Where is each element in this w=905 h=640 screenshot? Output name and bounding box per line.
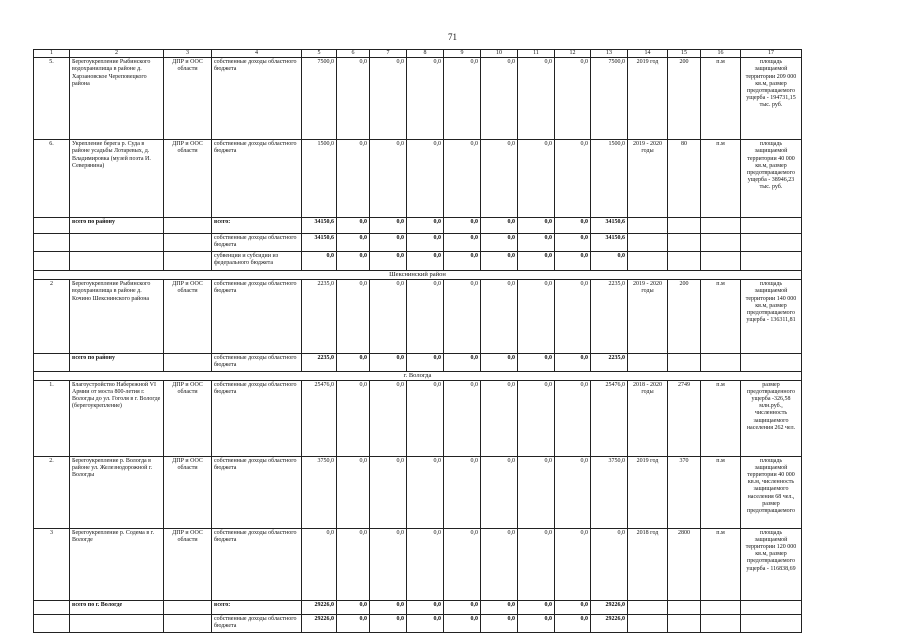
total-amount: 29226,0 — [302, 600, 337, 614]
amount-cell: 0,0 — [555, 280, 591, 354]
total-amount: 0,0 — [481, 234, 518, 252]
total-amount: 0,0 — [370, 600, 407, 614]
total-label — [70, 614, 164, 632]
funding-source: собственные доходы областного бюджета — [212, 380, 302, 456]
empty-cell — [741, 234, 802, 252]
unit: п.м — [701, 380, 741, 456]
total-amount: 0,0 — [407, 600, 444, 614]
section-title: г. Вологда — [34, 371, 802, 380]
result-indicator: площадь защищаемой территории 140 000 кв.м, размер предотвращаемого ущерба - 136311,81 — [741, 280, 802, 354]
amount-cell: 0,0 — [444, 380, 481, 456]
measure-name: Берегоукрепление Рыбинского водохранилища в районе д. Кочино Шекснинского района — [70, 280, 164, 354]
amount-cell: 0,0 — [407, 528, 444, 600]
executor: ДПР и ООС области — [164, 528, 212, 600]
amount-cell: 0,0 — [444, 456, 481, 528]
funding-source: собственные доходы областного бюджета — [212, 614, 302, 632]
funding-source: субвенции и субсидии из федерального бюджета — [212, 252, 302, 271]
empty-cell — [164, 354, 212, 371]
amount-cell: 1500,0 — [302, 140, 337, 218]
empty-cell — [741, 600, 802, 614]
amount-cell: 0,0 — [555, 528, 591, 600]
total-amount: 0,0 — [407, 354, 444, 371]
total-amount: 0,0 — [407, 614, 444, 632]
empty-cell — [628, 614, 668, 632]
total-amount: 29226,0 — [591, 614, 628, 632]
empty-cell — [741, 218, 802, 234]
funding-source: собственные доходы областного бюджета — [212, 58, 302, 140]
empty-cell — [34, 600, 70, 614]
total-amount: 0,0 — [337, 614, 370, 632]
amount-cell: 0,0 — [407, 456, 444, 528]
total-label — [70, 252, 164, 271]
row-number: 2 — [34, 280, 70, 354]
total-label — [70, 234, 164, 252]
page-number: 71 — [448, 32, 457, 42]
unit: п.м — [701, 140, 741, 218]
empty-cell — [34, 218, 70, 234]
empty-cell — [628, 252, 668, 271]
column-number: 3 — [164, 50, 212, 58]
total-amount: 34150,6 — [591, 218, 628, 234]
unit: п.м — [701, 456, 741, 528]
empty-cell — [701, 354, 741, 371]
total-amount: 0,0 — [518, 234, 555, 252]
amount-cell: 0,0 — [481, 58, 518, 140]
total-row — [34, 234, 802, 252]
total-label: всего по району — [70, 218, 164, 234]
amount-cell: 0,0 — [518, 380, 555, 456]
amount-cell: 25476,0 — [302, 380, 337, 456]
amount-cell: 0,0 — [481, 456, 518, 528]
result-indicator: размер предотвращенного ущерба -326,58 млн.руб., численность защищаемого населения 262 чел. — [741, 380, 802, 456]
amount-cell: 0,0 — [337, 528, 370, 600]
column-number: 5 — [302, 50, 337, 58]
amount-cell: 0,0 — [555, 58, 591, 140]
row-number: 3 — [34, 528, 70, 600]
column-number: 15 — [668, 50, 701, 58]
empty-cell — [701, 218, 741, 234]
measure-name: Берегоукрепление р. Содема в г. Вологде — [70, 528, 164, 600]
total-amount: 0,0 — [518, 614, 555, 632]
column-number-row — [34, 50, 802, 58]
section-header — [34, 271, 802, 280]
amount-cell: 0,0 — [444, 280, 481, 354]
total-amount: 0,0 — [337, 234, 370, 252]
empty-cell — [701, 252, 741, 271]
row-number: 5. — [34, 58, 70, 140]
amount-cell: 0,0 — [555, 380, 591, 456]
amount-cell: 7500,0 — [591, 58, 628, 140]
amount-cell: 0,0 — [518, 58, 555, 140]
total-row — [34, 614, 802, 632]
empty-cell — [741, 614, 802, 632]
total-amount: 0,0 — [518, 354, 555, 371]
program-table — [33, 49, 802, 633]
total-amount: 34150,6 — [302, 218, 337, 234]
column-number: 17 — [741, 50, 802, 58]
amount-cell: 0,0 — [370, 58, 407, 140]
total-amount: 29226,0 — [591, 600, 628, 614]
empty-cell — [741, 354, 802, 371]
table-row — [34, 58, 802, 140]
funding-source: всего: — [212, 600, 302, 614]
unit: п.м — [701, 280, 741, 354]
empty-cell — [34, 252, 70, 271]
column-number: 7 — [370, 50, 407, 58]
amount-cell: 7500,0 — [302, 58, 337, 140]
amount-cell: 0,0 — [337, 456, 370, 528]
total-amount: 0,0 — [337, 354, 370, 371]
amount-cell: 0,0 — [407, 58, 444, 140]
total-amount: 0,0 — [370, 252, 407, 271]
total-label: всего по г. Вологде — [70, 600, 164, 614]
quantity: 2749 — [668, 380, 701, 456]
empty-cell — [164, 614, 212, 632]
amount-cell: 0,0 — [302, 528, 337, 600]
total-amount: 0,0 — [555, 218, 591, 234]
amount-cell: 1500,0 — [591, 140, 628, 218]
quantity: 2800 — [668, 528, 701, 600]
funding-source: собственные доходы областного бюджета — [212, 528, 302, 600]
measure-name: Благоустройство Набережной VI Армии от моста 800-летия г. Вологды до ул. Гоголя в г. Вологде (берегоукрепление) — [70, 380, 164, 456]
result-indicator: площадь защищаемой территории 40 000 кв.м, размер предотвращаемого ущерба - 38946,23 тыс. руб. — [741, 140, 802, 218]
empty-cell — [668, 252, 701, 271]
total-amount: 0,0 — [370, 354, 407, 371]
total-amount: 34150,6 — [302, 234, 337, 252]
row-number: 2. — [34, 456, 70, 528]
column-number: 10 — [481, 50, 518, 58]
total-amount: 0,0 — [444, 218, 481, 234]
executor: ДПР и ООС области — [164, 456, 212, 528]
result-indicator: площадь защищаемой территории 40 000 кв.м, численность защищаемого населения 68 чел., размер предотвращаемого — [741, 456, 802, 528]
empty-cell — [668, 600, 701, 614]
funding-source: всего: — [212, 218, 302, 234]
total-amount: 0,0 — [444, 614, 481, 632]
empty-cell — [701, 614, 741, 632]
total-amount: 0,0 — [302, 252, 337, 271]
section-header — [34, 371, 802, 380]
amount-cell: 0,0 — [370, 280, 407, 354]
total-amount: 29226,0 — [302, 614, 337, 632]
total-amount: 0,0 — [444, 234, 481, 252]
total-row — [34, 354, 802, 371]
total-amount: 0,0 — [555, 600, 591, 614]
empty-cell — [701, 234, 741, 252]
column-number: 4 — [212, 50, 302, 58]
total-amount: 0,0 — [481, 614, 518, 632]
amount-cell: 0,0 — [407, 280, 444, 354]
empty-cell — [164, 252, 212, 271]
empty-cell — [164, 600, 212, 614]
table-row — [34, 140, 802, 218]
amount-cell: 25476,0 — [591, 380, 628, 456]
column-number: 16 — [701, 50, 741, 58]
amount-cell: 2235,0 — [302, 280, 337, 354]
empty-cell — [668, 218, 701, 234]
total-amount: 0,0 — [555, 252, 591, 271]
amount-cell: 3750,0 — [302, 456, 337, 528]
amount-cell: 0,0 — [591, 528, 628, 600]
empty-cell — [701, 600, 741, 614]
empty-cell — [34, 614, 70, 632]
total-amount: 0,0 — [407, 252, 444, 271]
row-number: 1. — [34, 380, 70, 456]
amount-cell: 0,0 — [337, 58, 370, 140]
amount-cell: 3750,0 — [591, 456, 628, 528]
table-row — [34, 380, 802, 456]
empty-cell — [34, 354, 70, 371]
funding-source: собственные доходы областного бюджета — [212, 280, 302, 354]
total-amount: 0,0 — [518, 600, 555, 614]
section-title: Шекснинский район — [34, 271, 802, 280]
column-number: 12 — [555, 50, 591, 58]
result-indicator: площадь защищаемой территории 209 000 кв.м, размер предотвращаемого ущерба - 194731,15 тыс. руб. — [741, 58, 802, 140]
total-amount: 0,0 — [337, 218, 370, 234]
period: 2019 год — [628, 456, 668, 528]
total-amount: 34150,6 — [591, 234, 628, 252]
table-row — [34, 280, 802, 354]
unit: п.м — [701, 58, 741, 140]
period: 2019 - 2020 годы — [628, 140, 668, 218]
quantity: 370 — [668, 456, 701, 528]
empty-cell — [741, 252, 802, 271]
total-amount: 0,0 — [518, 252, 555, 271]
amount-cell: 0,0 — [444, 58, 481, 140]
funding-source: собственные доходы областного бюджета — [212, 354, 302, 371]
total-amount: 0,0 — [407, 234, 444, 252]
executor: ДПР и ООС области — [164, 380, 212, 456]
column-number: 1 — [34, 50, 70, 58]
funding-source: собственные доходы областного бюджета — [212, 456, 302, 528]
total-amount: 0,0 — [481, 218, 518, 234]
amount-cell: 0,0 — [370, 380, 407, 456]
amount-cell: 0,0 — [481, 380, 518, 456]
column-number: 6 — [337, 50, 370, 58]
period: 2018 год — [628, 528, 668, 600]
period: 2018 - 2020 годы — [628, 380, 668, 456]
total-amount: 0,0 — [337, 252, 370, 271]
period: 2019 год — [628, 58, 668, 140]
empty-cell — [164, 234, 212, 252]
row-number: 6. — [34, 140, 70, 218]
total-amount: 2235,0 — [302, 354, 337, 371]
amount-cell: 0,0 — [555, 456, 591, 528]
total-row — [34, 600, 802, 614]
amount-cell: 0,0 — [444, 528, 481, 600]
amount-cell: 0,0 — [337, 380, 370, 456]
total-amount: 0,0 — [555, 234, 591, 252]
amount-cell: 0,0 — [481, 140, 518, 218]
executor: ДПР и ООС области — [164, 280, 212, 354]
total-amount: 0,0 — [370, 218, 407, 234]
empty-cell — [628, 354, 668, 371]
measure-name: Укрепление берега р. Суда в районе усадьбы Лотаревых, д. Владимировка (музей поэта И. Северянина) — [70, 140, 164, 218]
table-row — [34, 456, 802, 528]
total-amount: 0,0 — [444, 354, 481, 371]
amount-cell: 0,0 — [407, 380, 444, 456]
empty-cell — [628, 234, 668, 252]
amount-cell: 0,0 — [407, 140, 444, 218]
total-amount: 0,0 — [481, 354, 518, 371]
empty-cell — [34, 234, 70, 252]
column-number: 13 — [591, 50, 628, 58]
result-indicator: площадь защищаемой территории 120 000 кв.м, размер предотвращаемого ущерба - 116838,69 — [741, 528, 802, 600]
total-amount: 0,0 — [481, 600, 518, 614]
column-number: 9 — [444, 50, 481, 58]
empty-cell — [668, 614, 701, 632]
empty-cell — [668, 234, 701, 252]
amount-cell: 0,0 — [518, 456, 555, 528]
measure-name: Берегоукрепление Рыбинского водохранилища в районе д. Харзановское Череповецкого района — [70, 58, 164, 140]
amount-cell: 0,0 — [444, 140, 481, 218]
empty-cell — [628, 218, 668, 234]
amount-cell: 0,0 — [518, 140, 555, 218]
column-number: 14 — [628, 50, 668, 58]
total-amount: 0,0 — [555, 354, 591, 371]
quantity: 200 — [668, 58, 701, 140]
amount-cell: 2235,0 — [591, 280, 628, 354]
column-number: 11 — [518, 50, 555, 58]
amount-cell: 0,0 — [370, 140, 407, 218]
total-label: всего по району — [70, 354, 164, 371]
total-amount: 0,0 — [444, 252, 481, 271]
executor: ДПР и ООС области — [164, 140, 212, 218]
total-amount: 0,0 — [407, 218, 444, 234]
total-amount: 0,0 — [555, 614, 591, 632]
total-amount: 0,0 — [370, 614, 407, 632]
amount-cell: 0,0 — [481, 280, 518, 354]
total-row — [34, 252, 802, 271]
amount-cell: 0,0 — [555, 140, 591, 218]
total-amount: 0,0 — [337, 600, 370, 614]
column-number: 8 — [407, 50, 444, 58]
funding-source: собственные доходы областного бюджета — [212, 140, 302, 218]
executor: ДПР и ООС области — [164, 58, 212, 140]
amount-cell: 0,0 — [518, 528, 555, 600]
quantity: 200 — [668, 280, 701, 354]
amount-cell: 0,0 — [370, 456, 407, 528]
measure-name: Берегоукрепление р. Вологда в районе ул. Железнодорожной г. Вологды — [70, 456, 164, 528]
amount-cell: 0,0 — [337, 280, 370, 354]
empty-cell — [668, 354, 701, 371]
amount-cell: 0,0 — [518, 280, 555, 354]
total-row — [34, 218, 802, 234]
empty-cell — [628, 600, 668, 614]
total-amount: 0,0 — [370, 234, 407, 252]
amount-cell: 0,0 — [370, 528, 407, 600]
total-amount: 2235,0 — [591, 354, 628, 371]
total-amount: 0,0 — [481, 252, 518, 271]
amount-cell: 0,0 — [337, 140, 370, 218]
period: 2019 - 2020 годы — [628, 280, 668, 354]
empty-cell — [164, 218, 212, 234]
amount-cell: 0,0 — [481, 528, 518, 600]
column-number: 2 — [70, 50, 164, 58]
table-row — [34, 528, 802, 600]
funding-source: собственные доходы областного бюджета — [212, 234, 302, 252]
total-amount: 0,0 — [591, 252, 628, 271]
unit: п.м — [701, 528, 741, 600]
quantity: 80 — [668, 140, 701, 218]
total-amount: 0,0 — [518, 218, 555, 234]
total-amount: 0,0 — [444, 600, 481, 614]
